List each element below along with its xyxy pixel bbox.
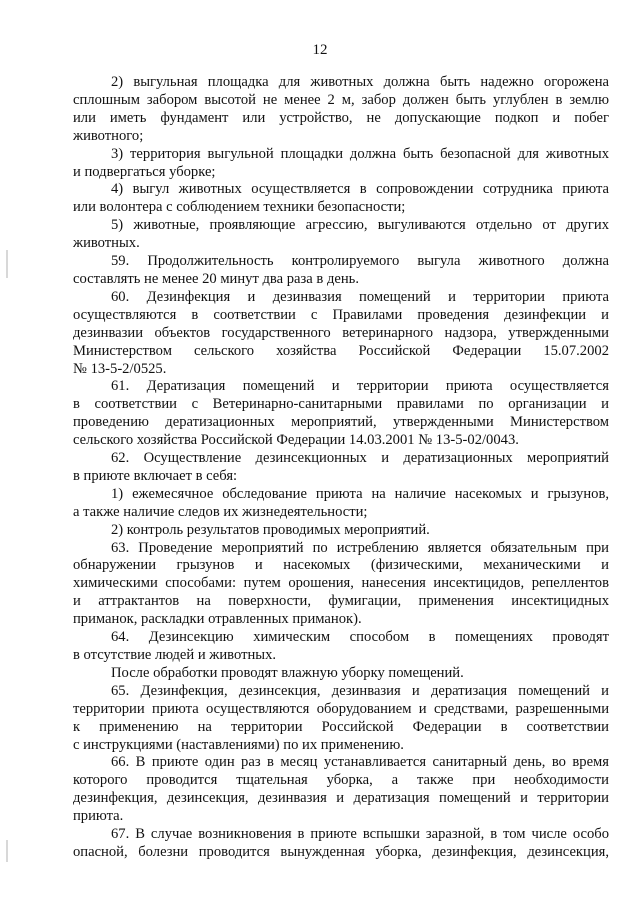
paragraph-line: или волонтера с соблюдением техники безопасности;: [73, 199, 406, 216]
paragraph-line: и аттрактантов на поверхности, фумигации, применения инсектицидных: [73, 593, 609, 610]
paragraph-line: приюта.: [73, 808, 124, 825]
paragraph: [73, 253, 609, 289]
paragraph: [73, 826, 609, 862]
paragraph-line: приманок, раскладки отравленных приманок).: [73, 611, 362, 628]
paragraph-line: составлять не менее 20 минут два раза в день.: [73, 270, 359, 287]
paragraph-line: сплошным забором высотой не менее 2 м, забор должен быть углублен в землю: [73, 91, 609, 108]
paragraph-line: 65. Дезинфекция, дезинсекция, дезинвазия и дератизация помещений и: [111, 682, 609, 699]
paragraph: [73, 522, 609, 540]
paragraph-line: в соответствии с Ветеринарно-санитарными правилами по организации и: [73, 396, 609, 413]
paragraph: [73, 683, 609, 755]
paragraph-line: обнаружении грызунов и насекомых (физическими, механическими и: [73, 557, 609, 574]
paragraph-line: 64. Дезинсекцию химическим способом в помещениях проводят: [111, 629, 609, 646]
paragraph-line: а также наличие следов их жизнедеятельности;: [73, 503, 368, 520]
paragraph: [73, 74, 609, 146]
paragraph-line: 61. Дератизация помещений и территории приюта осуществляется: [111, 378, 609, 395]
paragraph-line: с инструкциями (наставлениями) по их применению.: [73, 736, 404, 753]
paragraph: [73, 665, 609, 683]
paragraph: [73, 450, 609, 486]
scan-edge-mark: [6, 250, 8, 278]
paragraph-line: Министерством сельского хозяйства Российской Федерации 15.07.2002: [73, 342, 609, 359]
paragraph-line: животного;: [73, 127, 144, 144]
paragraph-line: 60. Дезинфекция и дезинвазия помещений и территории приюта: [111, 288, 609, 305]
paragraph-line: 2) контроль результатов проводимых мероприятий.: [111, 521, 430, 538]
scan-edge-mark: [6, 840, 8, 862]
paragraph: [73, 146, 609, 182]
paragraph-line: 67. В случае возникновения в приюте вспышки заразной, в том числе особо: [111, 826, 609, 843]
paragraph-line: в отсутствие людей и животных.: [73, 647, 277, 663]
paragraph-line: 5) животные, проявляющие агрессию, выгуливаются отдельно от других: [111, 217, 609, 234]
paragraph-line: 3) территория выгульной площадки должна быть безопасной для животных: [111, 145, 609, 162]
paragraph: [73, 378, 609, 450]
paragraph-line: или иметь фундамент или устройство, не допускающие подкоп и побег: [73, 109, 609, 126]
paragraph: [73, 486, 609, 522]
paragraph-line: в приюте включает в себя:: [73, 467, 238, 484]
paragraph: [73, 540, 609, 630]
paragraph-line: химическими способами: путем орошения, нанесения инсектицидов, репеллентов: [73, 575, 609, 592]
paragraph-line: 59. Продолжительность контролируемого выгула животного должна: [111, 253, 609, 270]
paragraph-line: которого проводится тщательная уборка, а также при необходимости: [73, 772, 609, 789]
paragraph-line: опасной, болезни проводится вынужденная уборка, дезинфекция, дезинсекция,: [73, 843, 609, 860]
paragraph-line: дезинвазии объектов государственного ветеринарного надзора, утвержденными: [73, 324, 609, 341]
paragraph-line: 2) выгульная площадка для животных должна быть надежно огорожена: [111, 74, 609, 90]
document-body: [73, 74, 609, 862]
paragraph-line: к применению на территории Российской Федерации в соответствии: [73, 718, 609, 735]
paragraph: [73, 629, 609, 665]
paragraph-line: 1) ежемесячное обследование приюта на наличие насекомых и грызунов,: [111, 485, 609, 502]
paragraph: [73, 289, 609, 379]
paragraph-line: 62. Осуществление дезинсекционных и дератизационных мероприятий: [111, 450, 609, 467]
paragraph-line: дезинфекция, дезинсекция, дезинвазия и дератизация помещений и территории: [73, 790, 609, 807]
page-number: 12: [312, 42, 328, 58]
paragraph-line: 63. Проведение мероприятий по истреблению является обязательным при: [111, 539, 609, 556]
paragraph-line: проведению дератизационных мероприятий, утвержденными Министерством: [73, 414, 609, 431]
paragraph-line: № 13-5-2/0525.: [73, 360, 167, 377]
paragraph: [73, 181, 609, 217]
paragraph: [73, 217, 609, 253]
paragraph-line: осуществляются в соответствии с Правилами проведения дезинфекции и: [73, 306, 609, 323]
paragraph-line: территории приюта осуществляются оборудованием и средствами, разрешенными: [73, 700, 609, 717]
paragraph-line: 4) выгул животных осуществляется в сопровождении сотрудника приюта: [111, 181, 609, 198]
paragraph-line: и подвергаться уборке;: [73, 163, 216, 180]
paragraph-line: сельского хозяйства Российской Федерации 14.03.2001 № 13-5-02/0043.: [73, 432, 519, 449]
paragraph-line: животных.: [73, 235, 140, 252]
paragraph: [73, 754, 609, 826]
paragraph-line: После обработки проводят влажную уборку помещений.: [111, 664, 464, 681]
paragraph-line: 66. В приюте один раз в месяц устанавливается санитарный день, во время: [111, 754, 609, 771]
